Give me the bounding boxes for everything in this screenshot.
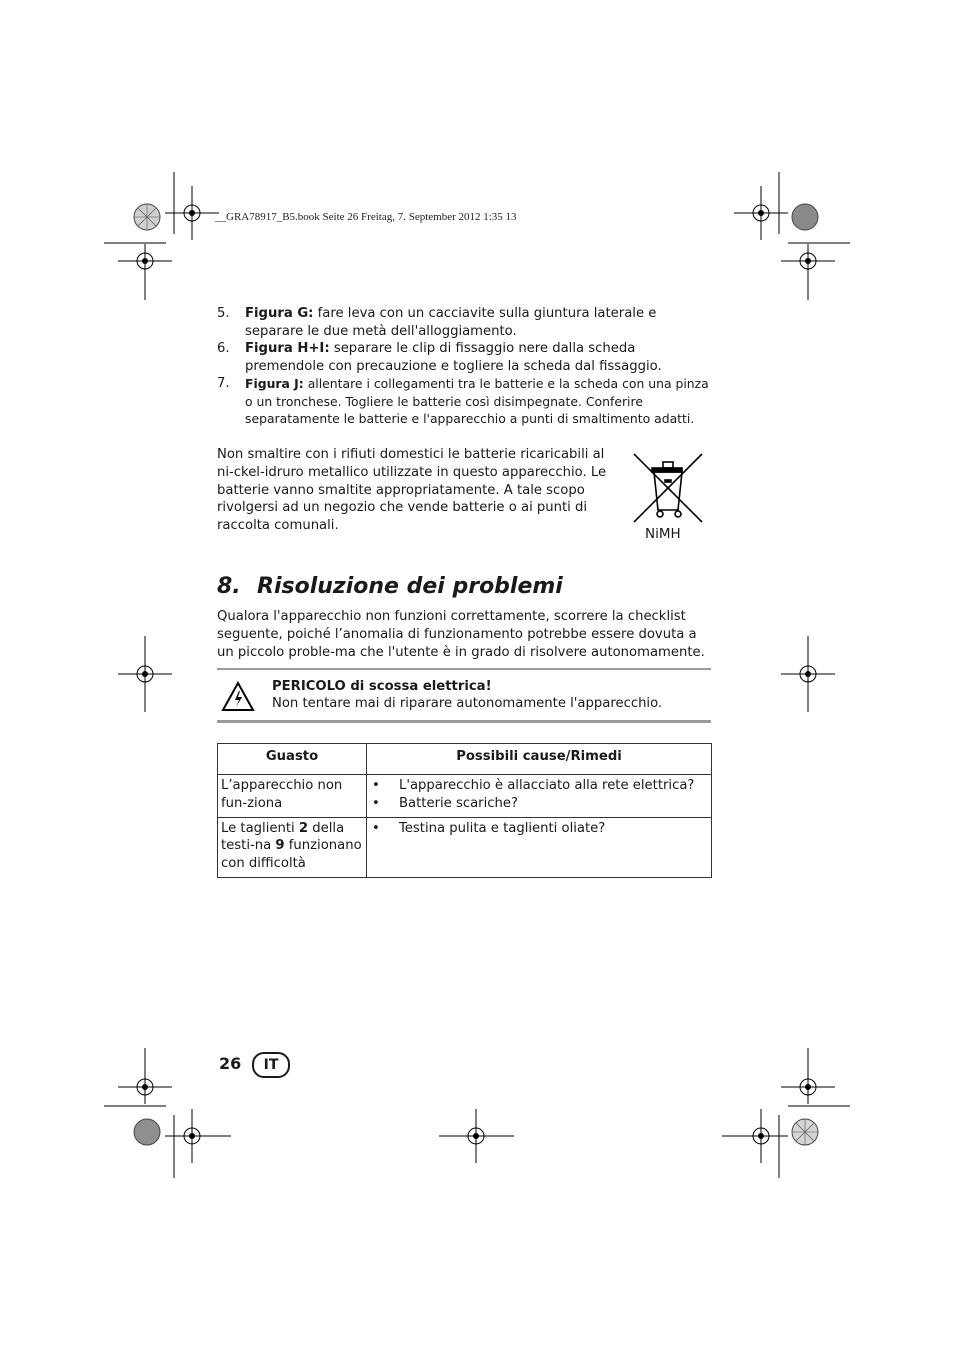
bullet-mark: • — [372, 795, 380, 811]
table-header-row — [218, 744, 712, 775]
section-number: 8. — [217, 574, 241, 599]
step-number: 6. — [217, 341, 230, 356]
remedy-item — [370, 820, 708, 838]
step-text: separare le clip di fissaggio nere dalla scheda premendole con precauzione e togliere la scheda dal fissaggio. — [245, 341, 662, 374]
fault-text: della testi-na — [221, 820, 345, 854]
remedy-item — [370, 777, 708, 795]
part-number: 2 — [298, 820, 309, 836]
step-text: allentare i collegamenti tra le batterie e la scheda con una pinza o un tronchese. Togliere le batterie così disimpegnate. Conferire separatamente le batterie e l'apparecchio a punti di smaltimento adatti. — [245, 376, 709, 426]
step-text: fare leva con un cacciavite sulla giuntura laterale e separare le due metà dell'alloggiamento. — [245, 306, 657, 339]
remedy-cell — [367, 775, 712, 818]
troubleshooting-table — [217, 743, 712, 878]
page-number: 26 — [219, 1054, 242, 1073]
crossed-bin-icon — [632, 452, 704, 524]
section-heading — [217, 574, 563, 599]
disassembly-steps — [217, 305, 712, 428]
step-label: Figura H+I: — [245, 341, 330, 356]
print-slug: __GRA78917_B5.book Seite 26 Freitag, 7. September 2012 1:35 13 — [215, 211, 517, 223]
table-row — [218, 775, 712, 818]
remedy-text: Batterie scariche? — [399, 795, 518, 811]
table-row — [218, 817, 712, 877]
fault-cell — [218, 775, 367, 818]
remedy-cell — [367, 817, 712, 877]
step-7 — [217, 375, 712, 428]
header-fault: Guasto — [218, 744, 367, 775]
section-title: Risoluzione dei problemi — [257, 574, 563, 599]
header-remedies: Possibili cause/Rimedi — [367, 744, 712, 775]
bullet-mark: • — [372, 820, 380, 836]
remedy-text: L'apparecchio è allacciato alla rete elettrica? — [399, 778, 695, 793]
remedy-text: Testina pulita e taglienti oliate? — [399, 820, 606, 836]
electric-hazard-icon — [221, 681, 255, 712]
disposal-paragraph: Non smaltire con i rifiuti domestici le batterie ricaricabili al ni-ckel-idruro metallico utilizzate in questo apparecchio. Le batterie vanno smaltite appropriatamente. A tale scopo rivolgersi ad un negozio che vende batterie o ai punti di raccolta comunali. — [217, 447, 607, 534]
remedy-item — [370, 795, 708, 813]
warning-title: PERICOLO di scossa elettrica! — [272, 679, 492, 694]
bullet-mark: • — [372, 778, 380, 793]
fault-text: funzionano con difficoltà — [221, 838, 362, 872]
step-label: Figura G: — [245, 306, 314, 321]
step-6 — [217, 340, 712, 375]
fault-text: Le taglienti — [221, 820, 299, 836]
fault-text: L’apparecchio non fun-ziona — [221, 778, 343, 811]
step-number: 7. — [217, 376, 230, 391]
step-5 — [217, 305, 712, 340]
language-badge: IT — [252, 1052, 290, 1078]
section-intro: Qualora l'apparecchio non funzioni correttamente, scorrere la checklist seguente, poiché l’anomalia di funzionamento potrebbe essere dovuta a un piccolo proble-ma che l'utente è in grado di risolvere autonomamente. — [217, 609, 705, 660]
warning-text: Non tentare mai di riparare autonomamente l'apparecchio. — [272, 696, 663, 711]
fault-cell — [218, 817, 367, 877]
part-number: 9 — [275, 838, 285, 854]
step-number: 5. — [217, 306, 230, 321]
step-label: Figura J: — [245, 376, 304, 391]
bin-label: NiMH — [645, 526, 681, 542]
